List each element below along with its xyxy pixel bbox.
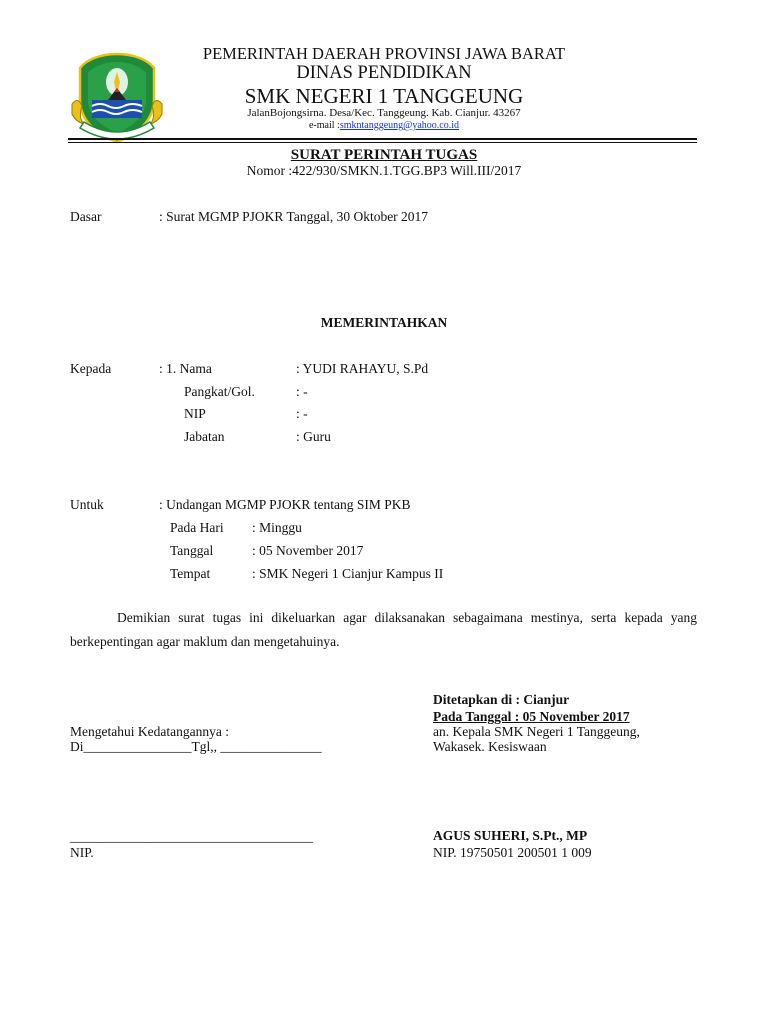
acknowledge-place-date: Di________________Tgl,, _______________ <box>70 739 322 754</box>
header-rule-thick <box>68 138 697 140</box>
dasar-label: Dasar <box>70 209 102 224</box>
issued-date: Pada Tanggal : 05 November 2017 <box>433 709 630 724</box>
dasar-value: : Surat MGMP PJOKR Tanggal, 30 Oktober 2017 <box>159 209 429 224</box>
kepada-position-label: Jabatan <box>184 429 225 444</box>
email-label: e-mail : <box>308 120 340 131</box>
letter-title: SURAT PERINTAH TUGAS <box>290 147 478 163</box>
kepada-nip-label: NIP <box>184 406 206 421</box>
acknowledge-signature-line: ____________________________________ <box>70 829 313 844</box>
header-rule-thin <box>68 142 697 143</box>
untuk-date-label: Tanggal <box>170 543 214 558</box>
untuk-place-label: Tempat <box>170 566 211 581</box>
letterhead-address: JalanBojongsirna. Desa/Kec. Tanggeung. Kab. Cianjur. 43267 <box>247 107 521 119</box>
kepada-rank-value: : - <box>296 384 308 399</box>
untuk-place-value: : SMK Negeri 1 Cianjur Kampus II <box>252 566 444 581</box>
kepada-name-value: : YUDI RAHAYU, S.Pd <box>296 361 429 376</box>
letterhead-school: SMK NEGERI 1 TANGGEUNG <box>244 84 524 108</box>
signer-nip: NIP. 19750501 200501 1 009 <box>433 845 592 860</box>
on-behalf-of: an. Kepala SMK Negeri 1 Tanggeung, <box>433 724 640 739</box>
kepada-label: Kepada <box>70 361 112 376</box>
acknowledge-nip: NIP. <box>70 845 94 860</box>
untuk-day-label: Pada Hari <box>170 520 224 535</box>
kepada-rank-label: Pangkat/Gol. <box>184 384 255 399</box>
untuk-label: Untuk <box>70 497 104 512</box>
kepada-name-label: : 1. Nama <box>159 361 212 376</box>
letterhead-email <box>0 120 768 131</box>
kepada-position-value: : Guru <box>296 429 331 444</box>
letterhead-government: PEMERINTAH DAERAH PROVINSI JAWA BARAT <box>202 44 566 63</box>
kepada-nip-value: : - <box>296 406 308 421</box>
letterhead-agency: DINAS PENDIDIKAN <box>296 63 472 83</box>
untuk-value: : Undangan MGMP PJOKR tentang SIM PKB <box>159 497 411 512</box>
letter-number: Nomor :422/930/SMKN.1.TGG.BP3 Will.III/2017 <box>246 163 522 178</box>
signer-position: Wakasek. Kesiswaan <box>433 739 547 754</box>
issued-at: Ditetapkan di : Cianjur <box>433 692 570 707</box>
untuk-day-value: : Minggu <box>252 520 302 535</box>
email-link[interactable]: smkntanggeung@yahoo.co.id <box>339 120 460 131</box>
command-heading: MEMERINTAHKAN <box>320 315 448 330</box>
acknowledge-label: Mengetahui Kedatangannya : <box>70 724 229 739</box>
closing-paragraph: Demikian surat tugas ini dikeluarkan agar dilaksanakan sebagaimana mestinya, serta kepada yang berkepentingan agar maklum dan mengetahuinya. <box>70 610 697 649</box>
signer-name: AGUS SUHERI, S.Pt., MP <box>433 828 588 843</box>
untuk-date-value: : 05 November 2017 <box>252 543 364 558</box>
